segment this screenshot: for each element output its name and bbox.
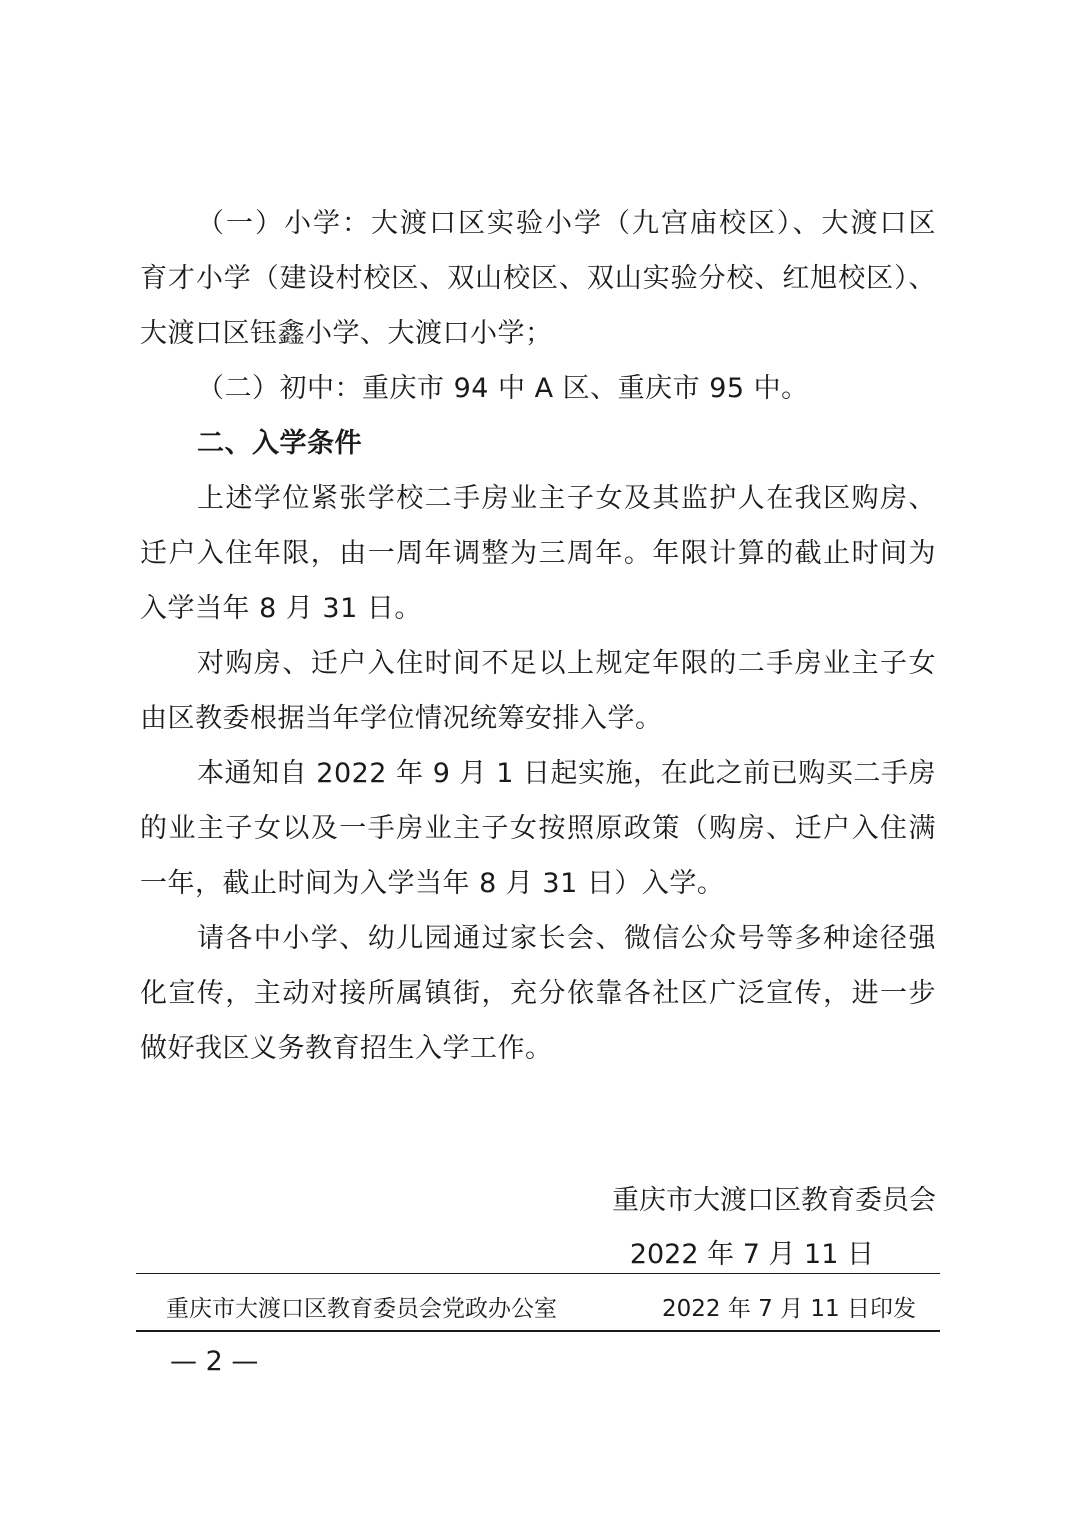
footer-issue-date: 2022 年 7 月 11 日印发 (662, 1296, 916, 1322)
paragraph-4-line-1: 请各中小学、幼儿园通过家长会、微信公众号等多种途径强 (197, 923, 936, 954)
paragraph-2-line-1: 对购房、迁户入住时间不足以上规定年限的二手房业主子女 (197, 648, 936, 679)
paragraph-1-line-1: 上述学位紧张学校二手房业主子女及其监护人在我区购房、 (197, 483, 936, 514)
paragraph-3-line-1: 本通知自 2022 年 9 月 1 日起实施，在此之前已购买二手房 (197, 758, 936, 789)
footer-issuer: 重庆市大渡口区教育委员会党政办公室 (166, 1296, 557, 1322)
page-number: — 2 — (170, 1346, 259, 1377)
footer-bottom-rule (136, 1330, 940, 1332)
signature-organization: 重庆市大渡口区教育委员会 (612, 1185, 936, 1216)
paragraph-3-line-2: 的业主子女以及一手房业主子女按照原政策（购房、迁户入住满 (140, 813, 936, 844)
paragraph-2-line-2: 由区教委根据当年学位情况统筹安排入学。 (140, 703, 663, 734)
section-heading-admission-conditions: 二、入学条件 (197, 428, 362, 459)
paragraph-1-line-2: 迁户入住年限，由一周年调整为三周年。年限计算的截止时间为 (140, 538, 936, 569)
paragraph-3-line-3: 一年，截止时间为入学当年 8 月 31 日）入学。 (140, 868, 725, 899)
paragraph-1-line-3: 入学当年 8 月 31 日。 (140, 593, 422, 624)
body-text (140, 196, 936, 1076)
paragraph-4-line-3: 做好我区义务教育招生入学工作。 (140, 1033, 553, 1064)
primary-school-line-3: 大渡口区钰鑫小学、大渡口小学； (140, 318, 553, 349)
footer-top-rule (136, 1273, 940, 1274)
primary-school-line-2: 育才小学（建设村校区、双山校区、双山实验分校、红旭校区）、 (140, 263, 936, 294)
primary-school-line-1: （一）小学：大渡口区实验小学（九宫庙校区）、大渡口区 (197, 208, 936, 239)
signature-date: 2022 年 7 月 11 日 (629, 1239, 874, 1270)
middle-school-line: （二）初中：重庆市 94 中 A 区、重庆市 95 中。 (197, 373, 809, 404)
paragraph-4-line-2: 化宣传，主动对接所属镇街，充分依靠各社区广泛宣传，进一步 (140, 978, 936, 1009)
